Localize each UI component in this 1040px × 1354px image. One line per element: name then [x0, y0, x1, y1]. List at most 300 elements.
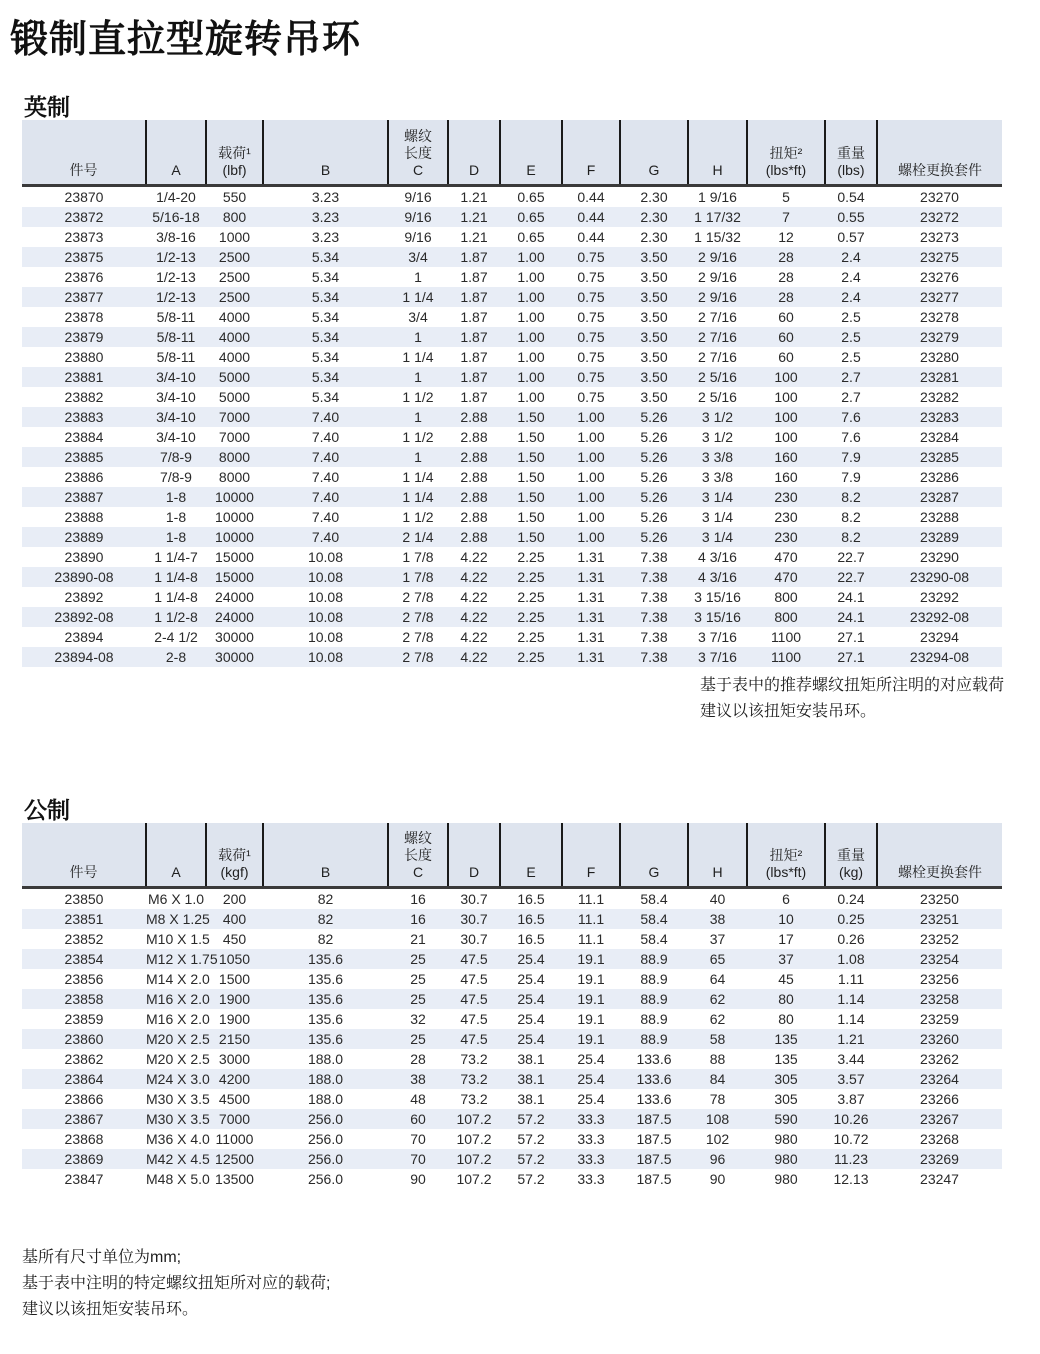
table-cell: 2.88	[460, 468, 488, 485]
table-cell: 7/8-9	[160, 448, 192, 465]
table-row	[22, 447, 1002, 467]
table-cell: 5.26	[640, 408, 668, 425]
table-cell: 3.50	[640, 248, 668, 265]
table-cell: M6 X 1.0	[147, 891, 205, 907]
table-cell: 5.34	[311, 308, 340, 325]
table-cell: 256.0	[307, 1171, 344, 1187]
table-row	[22, 227, 1002, 247]
table-cell: 3 1/4	[701, 508, 734, 525]
table-cell: 23269	[920, 1151, 959, 1167]
table-cell: 23277	[920, 288, 959, 305]
table-cell: 88.9	[640, 971, 668, 987]
table-cell: 1100	[770, 628, 802, 645]
table-cell: M48 X 5.0	[146, 1171, 210, 1187]
table-cell: 1.87	[460, 348, 488, 365]
table-cell: 23868	[64, 1131, 104, 1147]
table-cell: 3/4	[408, 248, 428, 265]
table-cell: 2 7/16	[698, 348, 737, 365]
table-cell: 11.1	[577, 911, 605, 927]
table-cell: 23270	[920, 188, 959, 205]
table-cell: 3.23	[311, 188, 340, 205]
table-cell: 23882	[64, 388, 104, 405]
table-cell: 23252	[920, 931, 959, 947]
table-cell: 1	[414, 268, 422, 285]
table-cell: 70	[410, 1131, 426, 1147]
table-row	[22, 1089, 1002, 1109]
table-cell: 2.7	[841, 368, 861, 385]
table-cell: 2.4	[841, 268, 861, 285]
table-row	[22, 267, 1002, 287]
table-cell: 0.24	[837, 891, 865, 907]
table-cell: 16	[410, 891, 426, 907]
table-cell: 1.87	[460, 388, 488, 405]
table-cell: 1 1/2-8	[154, 608, 198, 625]
table-cell: 188.0	[307, 1071, 344, 1087]
table-cell: 4.22	[460, 648, 488, 665]
table-cell: 1 7/8	[402, 568, 434, 585]
table-cell: 1.00	[577, 508, 605, 525]
table-cell: 1.87	[460, 268, 488, 285]
table-cell: 10000	[215, 508, 254, 525]
table-cell: 1.21	[837, 1031, 865, 1047]
table-cell: 23884	[64, 428, 104, 445]
table-cell: 7.40	[311, 488, 340, 505]
table-cell: 2.25	[517, 628, 545, 645]
table-cell: 4 3/16	[698, 548, 737, 565]
table-cell: 1 1/2	[402, 508, 434, 525]
table-cell: 23294	[920, 628, 959, 645]
table-cell: 10.08	[307, 628, 344, 645]
table-cell: 230	[774, 508, 798, 525]
table-cell: 5.26	[640, 488, 668, 505]
table-cell: 7.38	[640, 628, 668, 645]
table-cell: 5.34	[311, 328, 340, 345]
table-cell: 1.50	[517, 448, 545, 465]
table-cell: 2.7	[841, 388, 861, 405]
table-cell: 5.26	[640, 448, 668, 465]
table-cell: M30 X 3.5	[146, 1111, 210, 1127]
table-cell: 5/8-11	[156, 308, 196, 325]
table-cell: 23276	[920, 268, 959, 285]
footer-note-line: 建议以该扭矩安装吊环。	[22, 1301, 199, 1318]
column-header: 螺纹 长度 C	[388, 823, 448, 888]
table-cell: 88.9	[640, 1011, 668, 1027]
column-header: H	[688, 823, 747, 888]
table-cell: 1/2-13	[156, 248, 196, 265]
table-cell: 2.4	[841, 248, 861, 265]
table-cell: 24000	[215, 588, 254, 605]
table-cell: 3/4-10	[156, 368, 196, 385]
table-cell: 1.31	[577, 568, 605, 585]
table-cell: 12	[778, 228, 794, 245]
table-cell: 13500	[215, 1171, 254, 1187]
column-header: 扭矩² (lbs*ft)	[747, 823, 825, 888]
table-cell: 1/4-20	[156, 188, 196, 205]
table-cell: 100	[774, 428, 798, 445]
table-cell: 23281	[920, 368, 959, 385]
table-cell: 3.50	[640, 388, 668, 405]
table-cell: 23851	[64, 911, 104, 927]
table-cell: 9/16	[404, 208, 432, 225]
column-header: 载荷¹ (kgf)	[206, 823, 263, 888]
table-cell: 1/2-13	[156, 268, 196, 285]
table-row	[22, 185, 1002, 207]
table-cell: 80	[778, 1011, 794, 1027]
column-header: E	[500, 120, 562, 185]
table-cell: 1.50	[517, 528, 545, 545]
table-cell: 2.5	[841, 308, 861, 325]
imperial-section	[0, 94, 1040, 725]
table-cell: 305	[774, 1071, 798, 1087]
table-cell: 305	[774, 1091, 798, 1107]
table-cell: 64	[709, 971, 726, 987]
table-cell: 30.7	[460, 891, 488, 907]
table-cell: 19.1	[577, 971, 605, 987]
table-cell: 23278	[920, 308, 959, 325]
table-cell: 2.30	[640, 208, 668, 225]
table-cell: 4.22	[460, 628, 488, 645]
table-cell: 100	[774, 368, 798, 385]
table-cell: 3.23	[311, 228, 340, 245]
table-cell: 0.44	[577, 208, 605, 225]
table-cell: 25.4	[577, 1071, 605, 1087]
table-cell: 47.5	[460, 951, 488, 967]
table-cell: 2500	[218, 268, 251, 285]
table-cell: 3/4-10	[156, 408, 196, 425]
table-cell: 11000	[215, 1131, 254, 1147]
table-cell: 3 7/16	[698, 628, 737, 645]
table-cell: 3 1/2	[701, 428, 734, 445]
column-header: 重量 (kg)	[825, 823, 877, 888]
table-cell: 1.00	[517, 288, 545, 305]
table-cell: 2.25	[517, 568, 545, 585]
table-cell: 107.2	[456, 1131, 492, 1147]
table-cell: 7.38	[640, 588, 668, 605]
table-cell: 70	[410, 1151, 426, 1167]
table-cell: 2 7/8	[402, 628, 434, 645]
table-cell: 23286	[920, 468, 959, 485]
table-cell: M16 X 2.0	[146, 1011, 210, 1027]
table-cell: 7.40	[311, 528, 340, 545]
table-cell: 58.4	[640, 891, 668, 907]
table-cell: 100	[774, 408, 798, 425]
table-cell: 470	[774, 568, 798, 585]
table-cell: 1.50	[517, 408, 545, 425]
table-cell: 23262	[920, 1051, 959, 1067]
table-cell: 3.87	[837, 1091, 865, 1107]
table-cell: 1900	[218, 1011, 251, 1027]
table-cell: 3 15/16	[694, 608, 741, 625]
table-row	[22, 888, 1002, 910]
table-cell: 30.7	[460, 931, 488, 947]
column-header: D	[448, 823, 500, 888]
table-cell: 2.25	[517, 588, 545, 605]
table-cell: 4000	[218, 328, 251, 345]
table-cell: 1 1/4	[402, 288, 434, 305]
table-cell: 3 1/4	[701, 488, 734, 505]
table-cell: 23856	[64, 971, 104, 987]
table-cell: 16.5	[517, 891, 545, 907]
table-cell: 2.25	[517, 648, 545, 665]
table-cell: 23852	[64, 931, 104, 947]
table-cell: 23847	[64, 1171, 104, 1187]
table-row	[22, 929, 1002, 949]
table-cell: 1 1/4	[402, 488, 434, 505]
table-cell: 9/16	[404, 228, 432, 245]
table-cell: 590	[774, 1111, 798, 1127]
table-row	[22, 287, 1002, 307]
table-cell: 15000	[215, 568, 254, 585]
imperial-note-line: 建议以该扭矩安装吊环。	[700, 702, 877, 720]
table-cell: 256.0	[307, 1151, 344, 1167]
column-header: A	[146, 823, 206, 888]
table-cell: 187.5	[636, 1131, 672, 1147]
table-cell: 7.40	[311, 408, 340, 425]
table-cell: 0.75	[577, 248, 605, 265]
table-cell: 23877	[64, 288, 104, 305]
table-cell: 62	[709, 991, 726, 1007]
table-cell: 1 1/2	[402, 428, 434, 445]
table-cell: 2.88	[460, 428, 488, 445]
table-cell: 23859	[64, 1011, 104, 1027]
table-cell: 2 5/16	[698, 368, 737, 385]
table-cell: 1 1/4-7	[154, 548, 198, 565]
metric-section-label: 公制	[24, 796, 70, 823]
table-cell: 3.44	[837, 1051, 865, 1067]
table-cell: 2 9/16	[698, 268, 737, 285]
table-cell: 107.2	[456, 1171, 492, 1187]
table-cell: 23866	[64, 1091, 104, 1107]
table-cell: 23264	[920, 1071, 959, 1087]
table-cell: 23279	[920, 328, 959, 345]
metric-table	[22, 823, 1002, 1190]
table-cell: M10 X 1.5	[146, 931, 210, 947]
table-cell: 2500	[218, 248, 251, 265]
table-cell: 3 7/16	[698, 648, 737, 665]
table-cell: 4.22	[460, 568, 488, 585]
table-cell: 23283	[920, 408, 959, 425]
table-row	[22, 969, 1002, 989]
table-cell: 0.75	[577, 368, 605, 385]
table-cell: 1.50	[517, 488, 545, 505]
table-cell: 1500	[218, 971, 251, 987]
table-cell: 5.26	[640, 428, 668, 445]
table-row	[22, 607, 1002, 627]
table-cell: 1.87	[460, 248, 488, 265]
table-cell: 23873	[64, 228, 104, 245]
table-cell: 23889	[64, 528, 104, 545]
table-row	[22, 467, 1002, 487]
table-cell: 23862	[64, 1051, 104, 1067]
table-cell: 60	[778, 308, 794, 325]
table-cell: 9/16	[404, 188, 432, 205]
table-cell: 7.40	[311, 468, 340, 485]
table-cell: 80	[778, 991, 794, 1007]
table-cell: 3.57	[837, 1071, 865, 1087]
table-cell: 23887	[64, 488, 104, 505]
table-cell: 470	[774, 548, 798, 565]
table-cell: 3/8-16	[156, 228, 196, 245]
table-cell: 23888	[64, 508, 104, 525]
table-cell: 2-8	[165, 648, 187, 665]
table-cell: 23881	[64, 368, 104, 385]
table-cell: 200	[222, 891, 247, 907]
table-row	[22, 547, 1002, 567]
table-cell: 1-8	[165, 488, 187, 505]
table-cell: 25	[410, 991, 426, 1007]
table-cell: 187.5	[636, 1111, 672, 1127]
table-cell: 5000	[218, 388, 251, 405]
table-row	[22, 1009, 1002, 1029]
table-cell: 7.38	[640, 608, 668, 625]
table-cell: 133.6	[636, 1051, 672, 1067]
table-cell: 82	[317, 911, 334, 927]
table-cell: 0.65	[517, 228, 545, 245]
table-cell: 23890	[64, 548, 104, 565]
table-cell: 24.1	[837, 608, 865, 625]
table-cell: 73.2	[460, 1091, 488, 1107]
table-cell: 1.87	[460, 288, 488, 305]
table-cell: 1 9/16	[698, 188, 737, 205]
table-row	[22, 347, 1002, 367]
table-row	[22, 1169, 1002, 1189]
table-cell: 800	[222, 208, 247, 225]
table-cell: 38	[709, 911, 726, 927]
column-header: B	[263, 823, 388, 888]
imperial-note	[700, 673, 1040, 725]
table-cell: 1.21	[460, 188, 488, 205]
table-cell: 4.22	[460, 608, 488, 625]
table-cell: 1.00	[577, 468, 605, 485]
table-cell: M42 X 4.5	[146, 1151, 210, 1167]
table-row	[22, 507, 1002, 527]
table-cell: 57.2	[517, 1131, 545, 1147]
table-cell: 2.5	[841, 328, 861, 345]
table-cell: 2 5/16	[698, 388, 737, 405]
table-cell: 7000	[218, 1111, 251, 1127]
table-cell: 1.00	[517, 328, 545, 345]
table-cell: 1.14	[837, 991, 865, 1007]
table-cell: 1 1/4	[402, 468, 434, 485]
table-cell: 23247	[920, 1171, 959, 1187]
table-cell: 3 15/16	[694, 588, 741, 605]
table-cell: 188.0	[307, 1091, 344, 1107]
table-cell: 2 7/8	[402, 648, 434, 665]
table-cell: 1	[414, 368, 422, 385]
table-cell: 1.00	[517, 368, 545, 385]
table-cell: 16.5	[517, 931, 545, 947]
table-cell: 4200	[218, 1071, 251, 1087]
table-cell: 107.2	[456, 1111, 492, 1127]
table-cell: 65	[709, 951, 726, 967]
table-cell: 7.38	[640, 568, 668, 585]
footer-notes	[22, 1245, 1040, 1323]
table-cell: 23282	[920, 388, 959, 405]
table-cell: 1900	[218, 991, 251, 1007]
table-cell: 23860	[64, 1031, 104, 1047]
table-cell: 25	[410, 1031, 426, 1047]
table-cell: 23879	[64, 328, 104, 345]
table-cell: 2150	[218, 1031, 251, 1047]
table-row	[22, 487, 1002, 507]
table-cell: 980	[774, 1151, 798, 1167]
table-cell: 12500	[215, 1151, 254, 1167]
column-header: E	[500, 823, 562, 888]
table-cell: 82	[317, 891, 334, 907]
table-cell: 3.50	[640, 368, 668, 385]
column-header: 重量 (lbs)	[825, 120, 877, 185]
table-cell: 2.30	[640, 188, 668, 205]
table-cell: 19.1	[577, 1011, 605, 1027]
table-cell: 32	[410, 1011, 426, 1027]
table-cell: 8.2	[841, 528, 861, 545]
table-cell: 73.2	[460, 1071, 488, 1087]
table-cell: 23273	[920, 228, 959, 245]
table-cell: 1.87	[460, 368, 488, 385]
table-cell: 3.50	[640, 348, 668, 365]
table-cell: 5.34	[311, 248, 340, 265]
imperial-table	[22, 120, 1002, 667]
table-cell: 5.26	[640, 468, 668, 485]
table-cell: 7.40	[311, 508, 340, 525]
table-cell: 23864	[64, 1071, 104, 1087]
table-cell: 8.2	[841, 508, 861, 525]
table-cell: 2 9/16	[698, 288, 737, 305]
table-cell: 7.9	[841, 448, 861, 465]
table-cell: 23294-08	[909, 648, 970, 665]
table-cell: 135	[774, 1031, 798, 1047]
table-cell: M36 X 4.0	[146, 1131, 210, 1147]
table-cell: 23870	[64, 188, 104, 205]
table-cell: 7.40	[311, 448, 340, 465]
table-cell: 256.0	[307, 1111, 344, 1127]
table-cell: 2.88	[460, 528, 488, 545]
table-cell: 0.75	[577, 308, 605, 325]
table-cell: 135	[774, 1051, 798, 1067]
table-cell: 1.00	[577, 428, 605, 445]
table-cell: 23867	[64, 1111, 104, 1127]
page-title: 锻制直拉型旋转吊环	[10, 19, 362, 61]
table-cell: 0.25	[837, 911, 865, 927]
table-cell: 10.26	[833, 1111, 869, 1127]
table-cell: 23886	[64, 468, 104, 485]
table-cell: 800	[774, 608, 798, 625]
table-cell: 3 1/2	[701, 408, 734, 425]
table-row	[22, 1129, 1002, 1149]
table-cell: 23875	[64, 248, 104, 265]
table-cell: 19.1	[577, 1031, 605, 1047]
table-cell: 28	[410, 1051, 426, 1067]
table-cell: 82	[317, 931, 334, 947]
table-cell: 38.1	[517, 1091, 545, 1107]
table-cell: 1.00	[577, 448, 605, 465]
table-cell: 88	[709, 1051, 726, 1067]
table-cell: 23292	[920, 588, 959, 605]
table-cell: 0.55	[837, 208, 865, 225]
table-cell: 3 3/8	[701, 468, 734, 485]
table-cell: 2.88	[460, 488, 488, 505]
table-cell: 1	[414, 448, 422, 465]
column-header: G	[620, 120, 688, 185]
table-cell: 23872	[64, 208, 104, 225]
table-row	[22, 1149, 1002, 1169]
table-cell: 30000	[215, 648, 254, 665]
table-cell: 1.31	[577, 588, 605, 605]
table-cell: 90	[410, 1171, 426, 1187]
table-cell: 25.4	[517, 991, 545, 1007]
table-cell: 1.31	[577, 608, 605, 625]
table-cell: 23267	[920, 1111, 959, 1127]
